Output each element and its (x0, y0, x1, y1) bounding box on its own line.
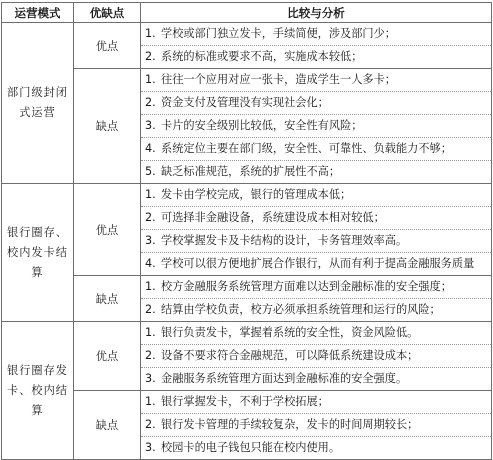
item-number: 2. (145, 349, 156, 362)
item-number: 2. (145, 96, 156, 109)
item-text: 往往一个应用对应一张卡，造成学生一人多卡； (161, 73, 396, 86)
header-analysis: 比较与分析 (141, 3, 492, 23)
header-kind: 优缺点 (74, 3, 141, 23)
analysis-cell (141, 391, 492, 460)
table-body (2, 23, 492, 460)
operation-mode-cell: 银行圈存、校内发卡结算 (2, 184, 74, 322)
pros-cons-cell: 缺点 (74, 69, 141, 184)
list-item (141, 46, 491, 68)
analysis-cell (141, 184, 492, 276)
item-text: 银行发卡管理的手续较复杂，发卡的时间周期较长； (161, 418, 419, 431)
item-number: 2. (145, 418, 156, 431)
item-number: 2. (145, 303, 156, 316)
list-item (141, 138, 491, 161)
item-text: 结算由学校负责，校方必须承担系统管理和运行的风险； (161, 303, 441, 316)
pros-cons-cell: 缺点 (74, 276, 141, 322)
list-item (141, 23, 491, 46)
item-number: 3. (145, 441, 156, 454)
header-mode: 运营模式 (2, 3, 74, 23)
item-text: 学校掌握发卡及卡结构的设计，卡务管理效率高。 (161, 234, 408, 247)
list-item (141, 299, 491, 321)
pros-cons-cell: 缺点 (74, 391, 141, 460)
item-number: 3. (145, 119, 156, 132)
analysis-cell (141, 276, 492, 322)
analysis-cell (141, 69, 492, 184)
item-text: 缺乏标准规范，系统的扩展性不高； (161, 165, 341, 178)
item-text: 金融服务系统管理方面达到金融标准的安全强度。 (161, 372, 408, 385)
list-item (141, 276, 491, 299)
item-number: 3. (145, 234, 156, 247)
pros-cons-cell: 优点 (74, 184, 141, 276)
item-text: 学校可以很方便地扩展合作银行，从而有利于提高金融服务质量 (161, 257, 475, 270)
item-number: 1. (145, 326, 156, 339)
item-text: 校园卡的电子钱包只能在校内使用。 (161, 441, 341, 454)
item-text: 系统定位主要在部门级，安全性、可靠性、负载能力不够； (161, 142, 452, 155)
item-number: 2. (145, 211, 156, 224)
item-text: 银行负责发卡，掌握着系统的安全性，资金风险低。 (161, 326, 419, 339)
list-item (141, 207, 491, 230)
list-item (141, 161, 491, 183)
item-text: 校方金融服务系统管理方面难以达到金融标准的安全强度； (161, 280, 452, 293)
list-item (141, 115, 491, 138)
table-row (2, 69, 492, 184)
item-number: 2. (145, 50, 156, 63)
header-row (2, 3, 492, 23)
table-row (2, 276, 492, 322)
list-item (141, 92, 491, 115)
operation-mode-cell: 部门级封闭式运营 (2, 23, 74, 184)
item-number: 4. (145, 257, 156, 270)
item-number: 5. (145, 165, 156, 178)
item-number: 1. (145, 73, 156, 86)
analysis-cell (141, 322, 492, 391)
list-item (141, 391, 491, 414)
list-item (141, 253, 491, 275)
list-item (141, 345, 491, 368)
item-text: 银行掌握发卡，不利于学校拓展； (161, 395, 329, 408)
table-row (2, 23, 492, 69)
list-item (141, 322, 491, 345)
list-item (141, 69, 491, 92)
item-text: 设备不要求符合金融规范，可以降低系统建设成本； (161, 349, 419, 362)
item-text: 资金支付及管理没有实现社会化； (161, 96, 329, 109)
item-number: 1. (145, 280, 156, 293)
table-row (2, 391, 492, 460)
item-number: 1. (145, 27, 156, 40)
pros-cons-cell: 优点 (74, 322, 141, 391)
item-text: 可选择非金融设备，系统建设成本相对较低； (161, 211, 385, 224)
pros-cons-cell: 优点 (74, 23, 141, 69)
item-number: 4. (145, 142, 156, 155)
list-item (141, 184, 491, 207)
table-row (2, 322, 492, 391)
list-item (141, 230, 491, 253)
list-item (141, 437, 491, 459)
item-number: 3. (145, 372, 156, 385)
item-text: 学校或部门独立发卡，手续简便，涉及部门少； (161, 27, 396, 40)
item-text: 系统的标准或要求不高，实施成本较低； (161, 50, 363, 63)
table-row (2, 184, 492, 276)
comparison-table (1, 2, 492, 460)
list-item (141, 368, 491, 390)
operation-mode-cell: 银行圈存发卡、校内结算 (2, 322, 74, 460)
item-number: 1. (145, 395, 156, 408)
item-text: 发卡由学校完成，银行的管理成本低； (161, 188, 352, 201)
list-item (141, 414, 491, 437)
item-text: 卡片的安全级别比较低，安全性有风险； (161, 119, 363, 132)
analysis-cell (141, 23, 492, 69)
item-number: 1. (145, 188, 156, 201)
